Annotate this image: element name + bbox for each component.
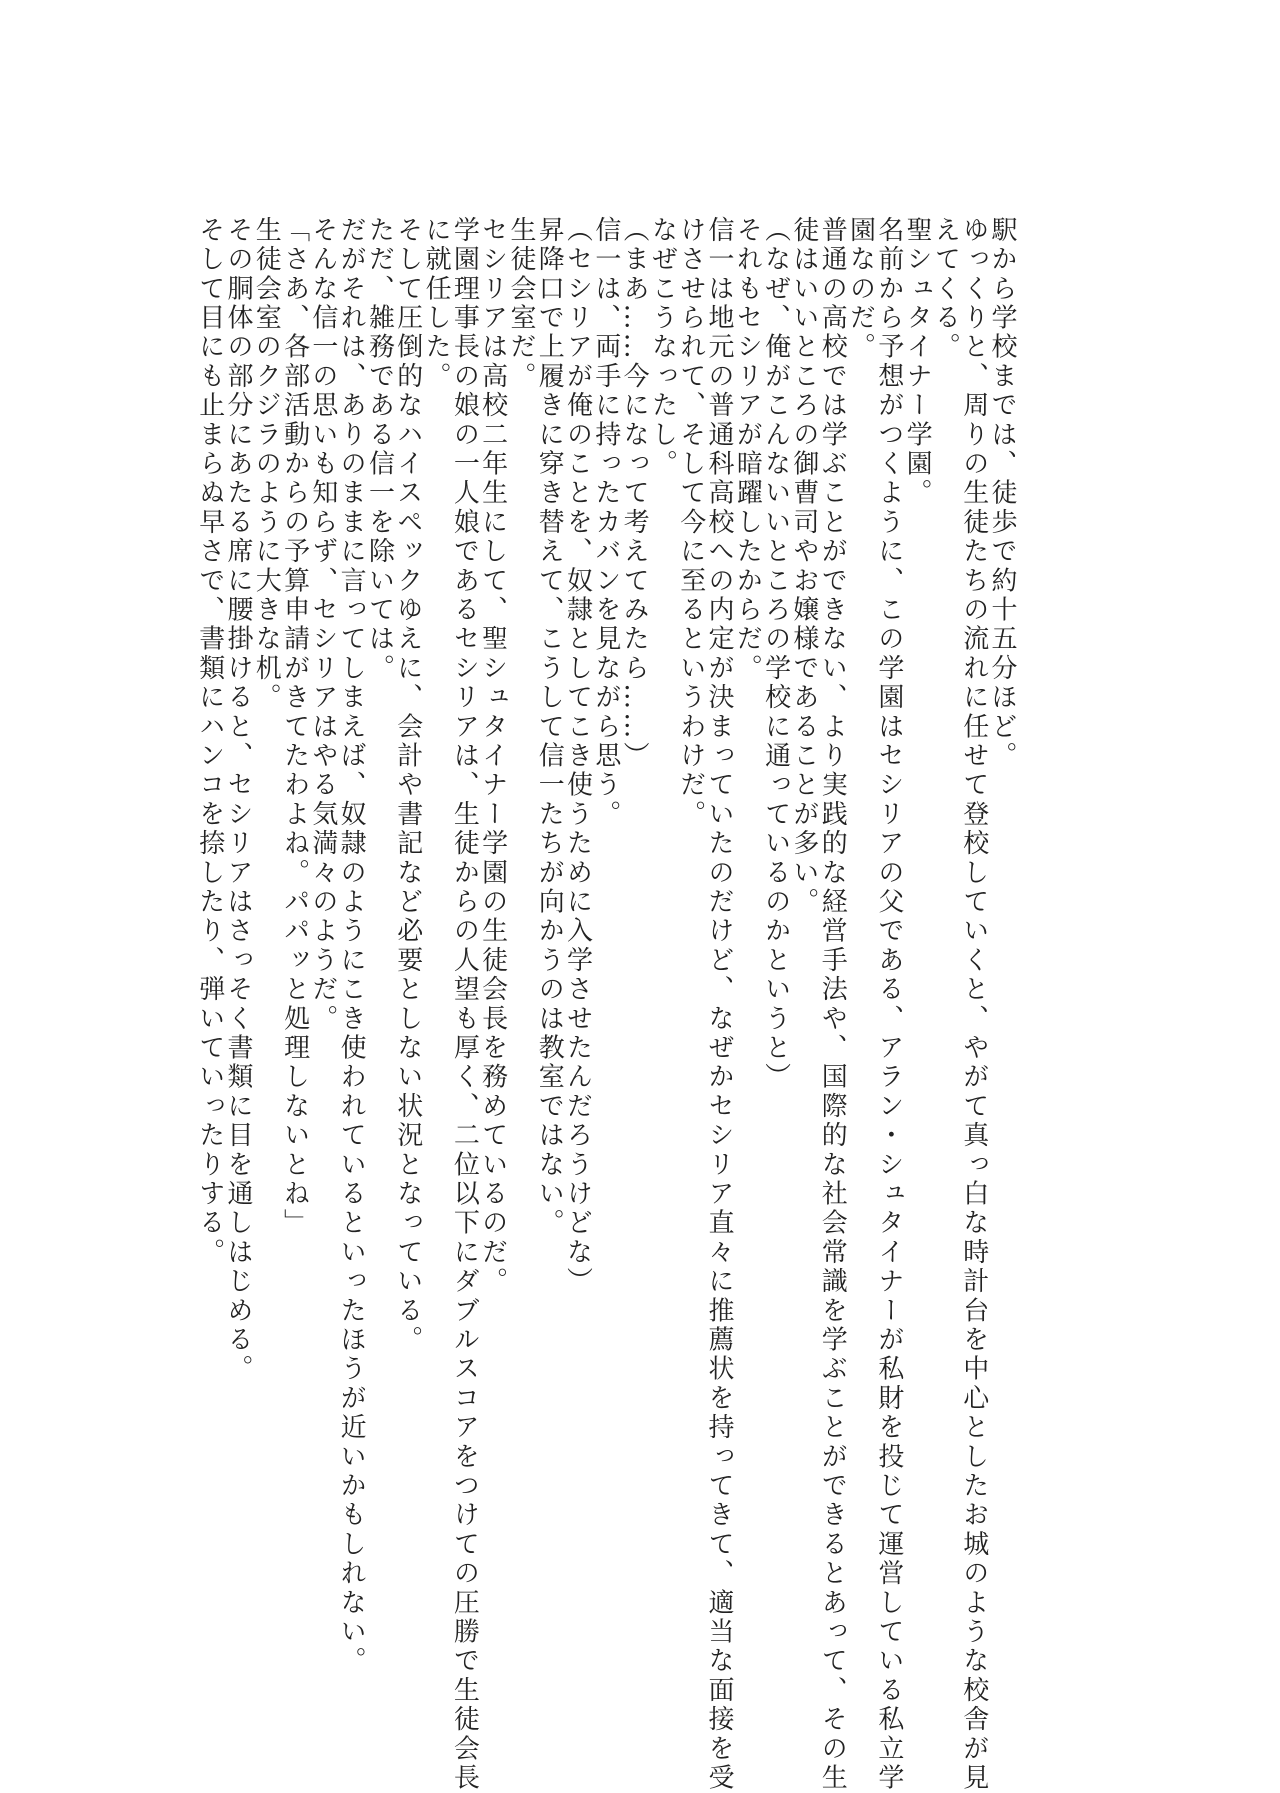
text-line: 徒はいいところの御曹司やお嬢様であることが多い。 bbox=[788, 216, 819, 917]
text-line: 生徒会室のクジラのように大きな机。 bbox=[251, 216, 282, 713]
text-line: そして目にも止まらぬ早さで、書類にハンコを捺したり、弾いていったりする。 bbox=[194, 216, 225, 1268]
text-line: ただ、雑務である信一を除いては。 bbox=[364, 216, 395, 684]
text-line: なぜこうなったし。 bbox=[647, 216, 678, 479]
text-line: けさせられて、そして今に至るというわけだ。 bbox=[675, 216, 706, 830]
text-line: その胴体の部分にあたる席に腰掛けると、セシリアはさっそく書類に目を通しはじめる。 bbox=[222, 216, 253, 1384]
text-line: （セシリアが俺のことを、奴隷としてこき使うために入学させたんだろうけどな） bbox=[562, 216, 593, 1297]
text-line: 普通の高校では学ぶことができない、より実践的な経営手法や、国際的な社会常識を学ぶことができるとあって、その生 bbox=[817, 216, 848, 1793]
text-line: 名前から予想がつくように、この学園はセシリアの父である、アラン・シュタイナーが私財を投じて運営している私立学 bbox=[873, 216, 904, 1793]
text-line: それもセシリアが暗躍したからだ。 bbox=[732, 216, 763, 684]
text-line: 昇降口で上履きに穿き替えて、こうして信一たちが向かうのは教室ではない。 bbox=[534, 216, 565, 1238]
text-line: 駅から学校までは、徒歩で約十五分ほど。 bbox=[987, 216, 1017, 771]
text-line: （まあ……今になって考えてみたら……） bbox=[619, 216, 650, 771]
text-line: 「さあ、各部活動からの予算申請がきてたわよね。パパッと処理しないとね」 bbox=[279, 216, 310, 1238]
text-line: （なぜ、俺がこんないいところの学校に通っているのかというと） bbox=[760, 216, 791, 1092]
text-line: 信一は地元の普通科高校への内定が決まっていたのだけど、なぜかセシリア直々に推薦状を持ってきて、適当な面接を受 bbox=[704, 216, 735, 1793]
text-line: 生徒会室だ。 bbox=[505, 216, 536, 392]
vertical-text-body bbox=[194, 216, 1017, 1793]
text-line: だがそれは、ありのままに言ってしまえば、奴隷のようにこき使われているといったほうが近いかもしれない。 bbox=[336, 216, 367, 1676]
text-line: 信一は、両手に持ったカバンを見ながら思う。 bbox=[590, 216, 621, 830]
text-line: 学園理事長の娘の一人娘であるセシリアは、生徒からの人望も厚く、二位以下にダブルスコアをつけての圧勝で生徒会長 bbox=[449, 216, 480, 1793]
text-line: セシリアは高校二年生にして、聖シュタイナー学園の生徒会長を務めているのだ。 bbox=[477, 216, 508, 1297]
text-line: ゆっくりと、周りの生徒たちの流れに任せて登校していくと、やがて真っ白な時計台を中心としたお城のような校舎が見 bbox=[958, 216, 989, 1793]
text-line: 園なのだ。 bbox=[845, 216, 876, 362]
text-line: そして圧倒的なハイスペックゆえに、会計や書記など必要としない状況となっている。 bbox=[392, 216, 423, 1355]
text-line: そんな信一の思いも知らず、セシリアはやる気満々のようだ。 bbox=[307, 216, 338, 1034]
text-line: に就任した。 bbox=[421, 216, 452, 392]
text-line: えてくる。 bbox=[930, 216, 961, 362]
text-line: 聖シュタイナー学園。 bbox=[902, 216, 933, 508]
